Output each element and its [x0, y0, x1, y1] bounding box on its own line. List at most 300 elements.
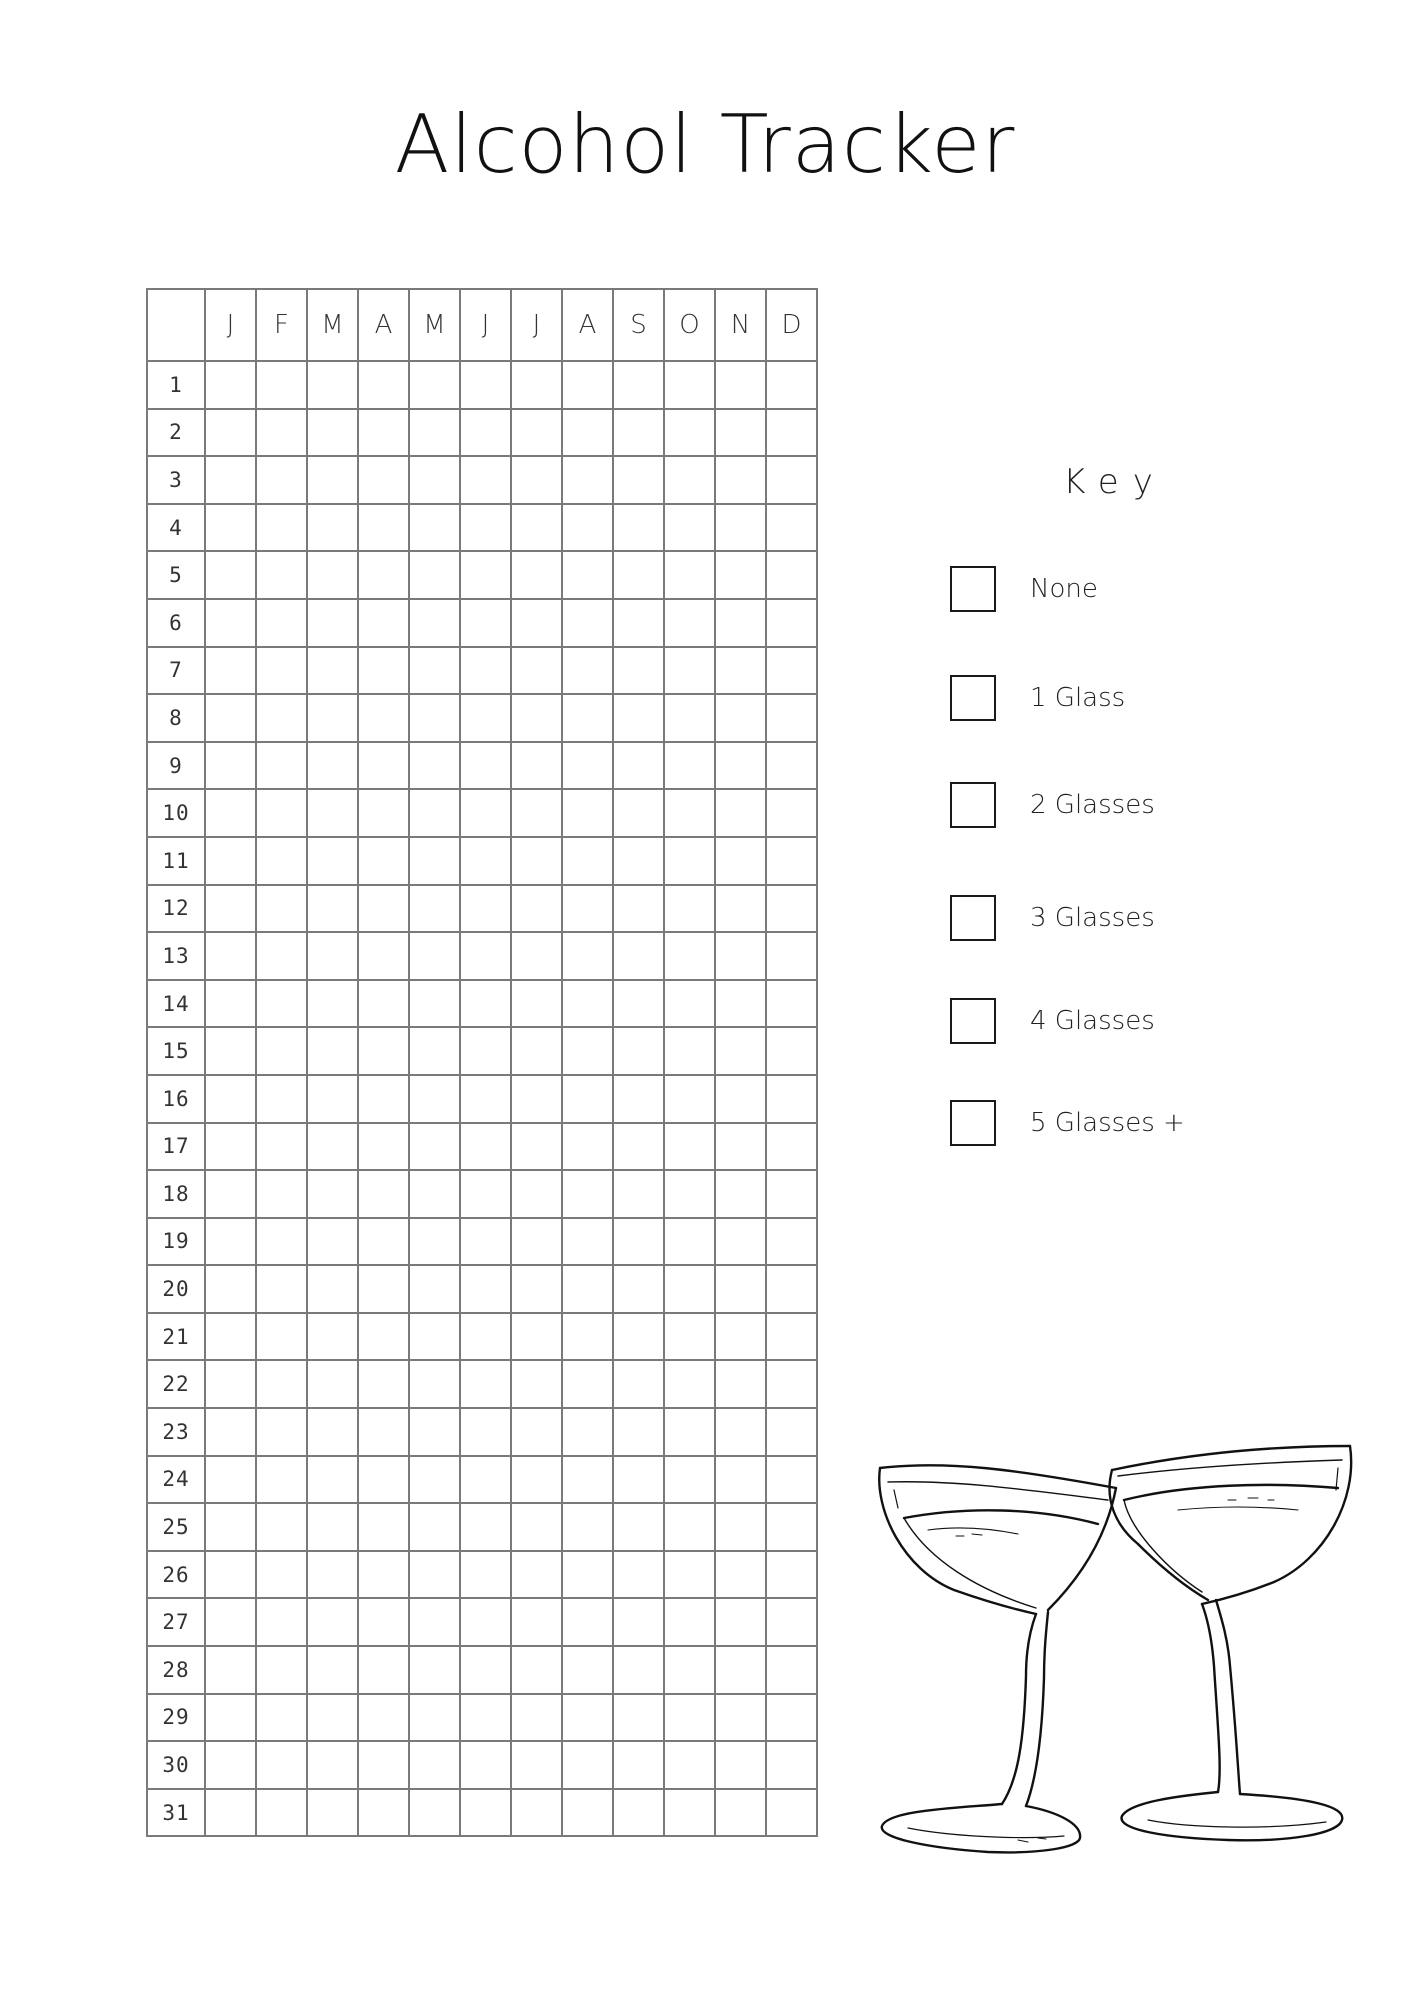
tracker-cell[interactable]: [511, 1170, 562, 1218]
tracker-cell[interactable]: [256, 1123, 307, 1171]
tracker-cell[interactable]: [307, 1789, 358, 1837]
tracker-cell[interactable]: [409, 1123, 460, 1171]
tracker-cell[interactable]: [715, 789, 766, 837]
tracker-cell[interactable]: [766, 361, 817, 409]
tracker-cell[interactable]: [460, 456, 511, 504]
tracker-cell[interactable]: [766, 1075, 817, 1123]
tracker-cell[interactable]: [766, 885, 817, 933]
tracker-cell[interactable]: [613, 1265, 664, 1313]
tracker-cell[interactable]: [409, 1360, 460, 1408]
tracker-cell[interactable]: [205, 932, 256, 980]
tracker-cell[interactable]: [205, 789, 256, 837]
tracker-cell[interactable]: [256, 1027, 307, 1075]
tracker-cell[interactable]: [664, 1360, 715, 1408]
tracker-cell[interactable]: [460, 599, 511, 647]
tracker-cell[interactable]: [664, 1456, 715, 1504]
tracker-cell[interactable]: [460, 1694, 511, 1742]
tracker-cell[interactable]: [613, 932, 664, 980]
tracker-cell[interactable]: [511, 1408, 562, 1456]
tracker-cell[interactable]: [511, 1789, 562, 1837]
tracker-cell[interactable]: [715, 1646, 766, 1694]
tracker-cell[interactable]: [766, 694, 817, 742]
tracker-cell[interactable]: [613, 361, 664, 409]
tracker-cell[interactable]: [205, 1170, 256, 1218]
tracker-cell[interactable]: [358, 1123, 409, 1171]
tracker-cell[interactable]: [358, 1551, 409, 1599]
tracker-cell[interactable]: [460, 1313, 511, 1361]
tracker-cell[interactable]: [715, 456, 766, 504]
tracker-cell[interactable]: [409, 742, 460, 790]
tracker-cell[interactable]: [664, 1741, 715, 1789]
tracker-cell[interactable]: [511, 1598, 562, 1646]
tracker-cell[interactable]: [664, 789, 715, 837]
tracker-cell[interactable]: [307, 504, 358, 552]
tracker-cell[interactable]: [613, 551, 664, 599]
tracker-cell[interactable]: [256, 1694, 307, 1742]
tracker-cell[interactable]: [613, 1408, 664, 1456]
tracker-cell[interactable]: [460, 1075, 511, 1123]
tracker-cell[interactable]: [205, 1694, 256, 1742]
tracker-cell[interactable]: [307, 1265, 358, 1313]
tracker-cell[interactable]: [205, 361, 256, 409]
tracker-cell[interactable]: [664, 1646, 715, 1694]
tracker-cell[interactable]: [511, 1503, 562, 1551]
tracker-cell[interactable]: [409, 694, 460, 742]
tracker-cell[interactable]: [715, 694, 766, 742]
tracker-cell[interactable]: [664, 1265, 715, 1313]
tracker-cell[interactable]: [409, 1456, 460, 1504]
tracker-cell[interactable]: [460, 504, 511, 552]
tracker-cell[interactable]: [511, 1741, 562, 1789]
tracker-cell[interactable]: [766, 647, 817, 695]
tracker-cell[interactable]: [205, 694, 256, 742]
tracker-cell[interactable]: [766, 1313, 817, 1361]
tracker-cell[interactable]: [409, 1027, 460, 1075]
tracker-cell[interactable]: [409, 932, 460, 980]
tracker-cell[interactable]: [613, 409, 664, 457]
tracker-cell[interactable]: [409, 361, 460, 409]
tracker-cell[interactable]: [205, 1218, 256, 1266]
tracker-cell[interactable]: [664, 647, 715, 695]
tracker-cell[interactable]: [511, 837, 562, 885]
tracker-cell[interactable]: [562, 599, 613, 647]
tracker-cell[interactable]: [256, 932, 307, 980]
tracker-cell[interactable]: [358, 1408, 409, 1456]
tracker-cell[interactable]: [766, 837, 817, 885]
tracker-cell[interactable]: [613, 837, 664, 885]
tracker-cell[interactable]: [562, 1694, 613, 1742]
tracker-cell[interactable]: [766, 980, 817, 1028]
tracker-cell[interactable]: [205, 742, 256, 790]
tracker-cell[interactable]: [358, 647, 409, 695]
tracker-cell[interactable]: [358, 1360, 409, 1408]
tracker-cell[interactable]: [409, 456, 460, 504]
tracker-cell[interactable]: [715, 980, 766, 1028]
tracker-cell[interactable]: [409, 1694, 460, 1742]
tracker-cell[interactable]: [664, 1170, 715, 1218]
tracker-cell[interactable]: [664, 980, 715, 1028]
tracker-cell[interactable]: [613, 1551, 664, 1599]
tracker-cell[interactable]: [460, 885, 511, 933]
tracker-cell[interactable]: [664, 1075, 715, 1123]
tracker-cell[interactable]: [766, 1170, 817, 1218]
tracker-cell[interactable]: [664, 742, 715, 790]
tracker-cell[interactable]: [613, 599, 664, 647]
tracker-cell[interactable]: [358, 599, 409, 647]
tracker-cell[interactable]: [307, 789, 358, 837]
tracker-cell[interactable]: [715, 1551, 766, 1599]
tracker-cell[interactable]: [307, 932, 358, 980]
tracker-cell[interactable]: [664, 1218, 715, 1266]
tracker-cell[interactable]: [562, 647, 613, 695]
tracker-cell[interactable]: [256, 1503, 307, 1551]
tracker-cell[interactable]: [307, 599, 358, 647]
tracker-cell[interactable]: [460, 1646, 511, 1694]
tracker-cell[interactable]: [715, 1503, 766, 1551]
tracker-cell[interactable]: [562, 1741, 613, 1789]
tracker-cell[interactable]: [511, 409, 562, 457]
tracker-cell[interactable]: [307, 1075, 358, 1123]
tracker-cell[interactable]: [766, 1741, 817, 1789]
tracker-cell[interactable]: [460, 1218, 511, 1266]
tracker-cell[interactable]: [664, 885, 715, 933]
tracker-cell[interactable]: [511, 599, 562, 647]
tracker-cell[interactable]: [256, 1741, 307, 1789]
tracker-cell[interactable]: [205, 1503, 256, 1551]
tracker-cell[interactable]: [358, 1218, 409, 1266]
tracker-cell[interactable]: [358, 694, 409, 742]
tracker-cell[interactable]: [715, 1360, 766, 1408]
tracker-cell[interactable]: [715, 409, 766, 457]
tracker-cell[interactable]: [256, 694, 307, 742]
tracker-cell[interactable]: [664, 599, 715, 647]
tracker-cell[interactable]: [307, 1598, 358, 1646]
tracker-cell[interactable]: [715, 1218, 766, 1266]
tracker-cell[interactable]: [715, 647, 766, 695]
tracker-cell[interactable]: [307, 1027, 358, 1075]
tracker-cell[interactable]: [613, 1075, 664, 1123]
tracker-cell[interactable]: [511, 551, 562, 599]
tracker-cell[interactable]: [205, 1741, 256, 1789]
tracker-cell[interactable]: [562, 1789, 613, 1837]
tracker-cell[interactable]: [307, 647, 358, 695]
tracker-cell[interactable]: [715, 1075, 766, 1123]
tracker-cell[interactable]: [562, 1075, 613, 1123]
tracker-cell[interactable]: [307, 456, 358, 504]
tracker-cell[interactable]: [511, 885, 562, 933]
tracker-cell[interactable]: [562, 1027, 613, 1075]
tracker-cell[interactable]: [205, 1027, 256, 1075]
tracker-cell[interactable]: [256, 789, 307, 837]
tracker-cell[interactable]: [358, 1503, 409, 1551]
tracker-cell[interactable]: [613, 742, 664, 790]
tracker-cell[interactable]: [562, 1408, 613, 1456]
tracker-cell[interactable]: [715, 1456, 766, 1504]
tracker-cell[interactable]: [460, 1503, 511, 1551]
tracker-cell[interactable]: [613, 1027, 664, 1075]
tracker-cell[interactable]: [766, 742, 817, 790]
tracker-cell[interactable]: [562, 1551, 613, 1599]
tracker-cell[interactable]: [205, 409, 256, 457]
tracker-cell[interactable]: [766, 1360, 817, 1408]
tracker-cell[interactable]: [409, 1789, 460, 1837]
tracker-cell[interactable]: [205, 504, 256, 552]
tracker-cell[interactable]: [664, 504, 715, 552]
tracker-cell[interactable]: [562, 1456, 613, 1504]
tracker-cell[interactable]: [358, 1646, 409, 1694]
tracker-cell[interactable]: [460, 551, 511, 599]
tracker-cell[interactable]: [664, 1503, 715, 1551]
tracker-cell[interactable]: [358, 456, 409, 504]
tracker-cell[interactable]: [409, 1646, 460, 1694]
tracker-cell[interactable]: [307, 1360, 358, 1408]
tracker-cell[interactable]: [613, 1123, 664, 1171]
tracker-cell[interactable]: [562, 504, 613, 552]
tracker-cell[interactable]: [715, 1265, 766, 1313]
tracker-cell[interactable]: [358, 1741, 409, 1789]
tracker-cell[interactable]: [511, 980, 562, 1028]
tracker-cell[interactable]: [766, 1551, 817, 1599]
tracker-cell[interactable]: [613, 1503, 664, 1551]
tracker-cell[interactable]: [613, 1789, 664, 1837]
tracker-cell[interactable]: [307, 1646, 358, 1694]
tracker-cell[interactable]: [766, 1598, 817, 1646]
tracker-cell[interactable]: [409, 789, 460, 837]
tracker-cell[interactable]: [664, 837, 715, 885]
tracker-cell[interactable]: [562, 1170, 613, 1218]
tracker-cell[interactable]: [664, 1789, 715, 1837]
tracker-cell[interactable]: [715, 551, 766, 599]
key-swatch-box[interactable]: [950, 566, 996, 612]
tracker-cell[interactable]: [766, 789, 817, 837]
tracker-cell[interactable]: [409, 551, 460, 599]
tracker-cell[interactable]: [562, 789, 613, 837]
tracker-cell[interactable]: [460, 647, 511, 695]
tracker-cell[interactable]: [307, 1694, 358, 1742]
tracker-cell[interactable]: [766, 551, 817, 599]
key-swatch-box[interactable]: [950, 1100, 996, 1146]
tracker-cell[interactable]: [511, 1313, 562, 1361]
tracker-cell[interactable]: [562, 932, 613, 980]
tracker-cell[interactable]: [613, 1741, 664, 1789]
tracker-cell[interactable]: [256, 1789, 307, 1837]
tracker-cell[interactable]: [256, 1170, 307, 1218]
tracker-cell[interactable]: [664, 1313, 715, 1361]
tracker-cell[interactable]: [460, 789, 511, 837]
tracker-cell[interactable]: [460, 742, 511, 790]
tracker-cell[interactable]: [766, 1408, 817, 1456]
tracker-cell[interactable]: [511, 1360, 562, 1408]
tracker-cell[interactable]: [307, 885, 358, 933]
tracker-cell[interactable]: [562, 1646, 613, 1694]
tracker-cell[interactable]: [613, 980, 664, 1028]
tracker-cell[interactable]: [409, 1170, 460, 1218]
tracker-cell[interactable]: [307, 409, 358, 457]
tracker-cell[interactable]: [511, 504, 562, 552]
tracker-cell[interactable]: [766, 1694, 817, 1742]
tracker-cell[interactable]: [664, 1408, 715, 1456]
tracker-cell[interactable]: [460, 1408, 511, 1456]
tracker-cell[interactable]: [562, 1313, 613, 1361]
tracker-cell[interactable]: [460, 1027, 511, 1075]
tracker-cell[interactable]: [307, 1218, 358, 1266]
tracker-cell[interactable]: [205, 980, 256, 1028]
tracker-cell[interactable]: [460, 932, 511, 980]
tracker-cell[interactable]: [613, 647, 664, 695]
tracker-cell[interactable]: [307, 1503, 358, 1551]
tracker-cell[interactable]: [409, 1408, 460, 1456]
tracker-cell[interactable]: [205, 1265, 256, 1313]
tracker-cell[interactable]: [613, 1646, 664, 1694]
tracker-cell[interactable]: [613, 456, 664, 504]
tracker-cell[interactable]: [409, 1551, 460, 1599]
tracker-cell[interactable]: [205, 1551, 256, 1599]
tracker-cell[interactable]: [562, 551, 613, 599]
tracker-cell[interactable]: [511, 1646, 562, 1694]
tracker-cell[interactable]: [613, 1598, 664, 1646]
tracker-cell[interactable]: [613, 789, 664, 837]
tracker-cell[interactable]: [715, 504, 766, 552]
tracker-cell[interactable]: [562, 1360, 613, 1408]
tracker-cell[interactable]: [511, 932, 562, 980]
tracker-cell[interactable]: [715, 742, 766, 790]
tracker-cell[interactable]: [460, 694, 511, 742]
tracker-cell[interactable]: [256, 1646, 307, 1694]
tracker-cell[interactable]: [562, 1123, 613, 1171]
tracker-cell[interactable]: [205, 1360, 256, 1408]
tracker-cell[interactable]: [613, 1360, 664, 1408]
tracker-cell[interactable]: [766, 1646, 817, 1694]
tracker-cell[interactable]: [460, 837, 511, 885]
tracker-cell[interactable]: [409, 1265, 460, 1313]
tracker-cell[interactable]: [307, 694, 358, 742]
tracker-cell[interactable]: [307, 1551, 358, 1599]
tracker-cell[interactable]: [307, 551, 358, 599]
tracker-cell[interactable]: [205, 885, 256, 933]
tracker-cell[interactable]: [562, 1265, 613, 1313]
tracker-cell[interactable]: [766, 932, 817, 980]
tracker-cell[interactable]: [664, 456, 715, 504]
tracker-cell[interactable]: [256, 1265, 307, 1313]
tracker-cell[interactable]: [205, 1313, 256, 1361]
tracker-cell[interactable]: [409, 1741, 460, 1789]
tracker-cell[interactable]: [205, 1789, 256, 1837]
tracker-cell[interactable]: [307, 361, 358, 409]
tracker-cell[interactable]: [205, 456, 256, 504]
tracker-cell[interactable]: [307, 1408, 358, 1456]
tracker-cell[interactable]: [664, 409, 715, 457]
tracker-cell[interactable]: [511, 742, 562, 790]
tracker-cell[interactable]: [205, 1598, 256, 1646]
tracker-cell[interactable]: [205, 837, 256, 885]
tracker-cell[interactable]: [511, 361, 562, 409]
tracker-cell[interactable]: [715, 1408, 766, 1456]
tracker-cell[interactable]: [307, 1170, 358, 1218]
tracker-cell[interactable]: [358, 789, 409, 837]
tracker-cell[interactable]: [511, 456, 562, 504]
tracker-cell[interactable]: [205, 1646, 256, 1694]
tracker-cell[interactable]: [766, 1503, 817, 1551]
tracker-cell[interactable]: [715, 1741, 766, 1789]
tracker-cell[interactable]: [613, 1694, 664, 1742]
tracker-cell[interactable]: [766, 599, 817, 647]
tracker-cell[interactable]: [511, 1075, 562, 1123]
tracker-cell[interactable]: [562, 742, 613, 790]
tracker-cell[interactable]: [511, 1694, 562, 1742]
tracker-cell[interactable]: [511, 694, 562, 742]
tracker-cell[interactable]: [409, 1075, 460, 1123]
tracker-cell[interactable]: [358, 1075, 409, 1123]
tracker-cell[interactable]: [511, 647, 562, 695]
tracker-cell[interactable]: [562, 456, 613, 504]
tracker-cell[interactable]: [205, 1456, 256, 1504]
tracker-cell[interactable]: [664, 551, 715, 599]
tracker-cell[interactable]: [256, 361, 307, 409]
tracker-cell[interactable]: [613, 1456, 664, 1504]
tracker-cell[interactable]: [562, 694, 613, 742]
tracker-cell[interactable]: [256, 1313, 307, 1361]
tracker-cell[interactable]: [664, 361, 715, 409]
tracker-cell[interactable]: [511, 1027, 562, 1075]
tracker-cell[interactable]: [511, 1218, 562, 1266]
tracker-cell[interactable]: [307, 742, 358, 790]
tracker-cell[interactable]: [358, 1456, 409, 1504]
tracker-cell[interactable]: [715, 837, 766, 885]
tracker-cell[interactable]: [562, 837, 613, 885]
tracker-cell[interactable]: [409, 599, 460, 647]
tracker-cell[interactable]: [409, 409, 460, 457]
tracker-cell[interactable]: [460, 980, 511, 1028]
tracker-cell[interactable]: [256, 1456, 307, 1504]
tracker-cell[interactable]: [358, 1027, 409, 1075]
tracker-cell[interactable]: [562, 1218, 613, 1266]
tracker-cell[interactable]: [715, 932, 766, 980]
tracker-cell[interactable]: [358, 1789, 409, 1837]
tracker-cell[interactable]: [613, 694, 664, 742]
tracker-cell[interactable]: [205, 1408, 256, 1456]
tracker-cell[interactable]: [358, 1694, 409, 1742]
tracker-cell[interactable]: [562, 409, 613, 457]
tracker-cell[interactable]: [256, 1551, 307, 1599]
tracker-cell[interactable]: [358, 980, 409, 1028]
tracker-cell[interactable]: [256, 504, 307, 552]
tracker-cell[interactable]: [766, 1123, 817, 1171]
tracker-cell[interactable]: [460, 1123, 511, 1171]
tracker-cell[interactable]: [307, 1741, 358, 1789]
tracker-cell[interactable]: [358, 409, 409, 457]
tracker-cell[interactable]: [460, 1456, 511, 1504]
tracker-cell[interactable]: [358, 1598, 409, 1646]
tracker-cell[interactable]: [460, 1551, 511, 1599]
tracker-cell[interactable]: [409, 837, 460, 885]
tracker-cell[interactable]: [613, 1313, 664, 1361]
tracker-cell[interactable]: [715, 1694, 766, 1742]
tracker-cell[interactable]: [715, 361, 766, 409]
tracker-cell[interactable]: [511, 1265, 562, 1313]
tracker-cell[interactable]: [256, 1075, 307, 1123]
tracker-cell[interactable]: [715, 1170, 766, 1218]
tracker-cell[interactable]: [460, 1789, 511, 1837]
tracker-cell[interactable]: [307, 980, 358, 1028]
tracker-cell[interactable]: [205, 1075, 256, 1123]
tracker-cell[interactable]: [766, 1265, 817, 1313]
tracker-cell[interactable]: [715, 599, 766, 647]
tracker-cell[interactable]: [256, 742, 307, 790]
tracker-cell[interactable]: [256, 1598, 307, 1646]
tracker-cell[interactable]: [511, 789, 562, 837]
tracker-cell[interactable]: [205, 1123, 256, 1171]
tracker-cell[interactable]: [256, 1408, 307, 1456]
